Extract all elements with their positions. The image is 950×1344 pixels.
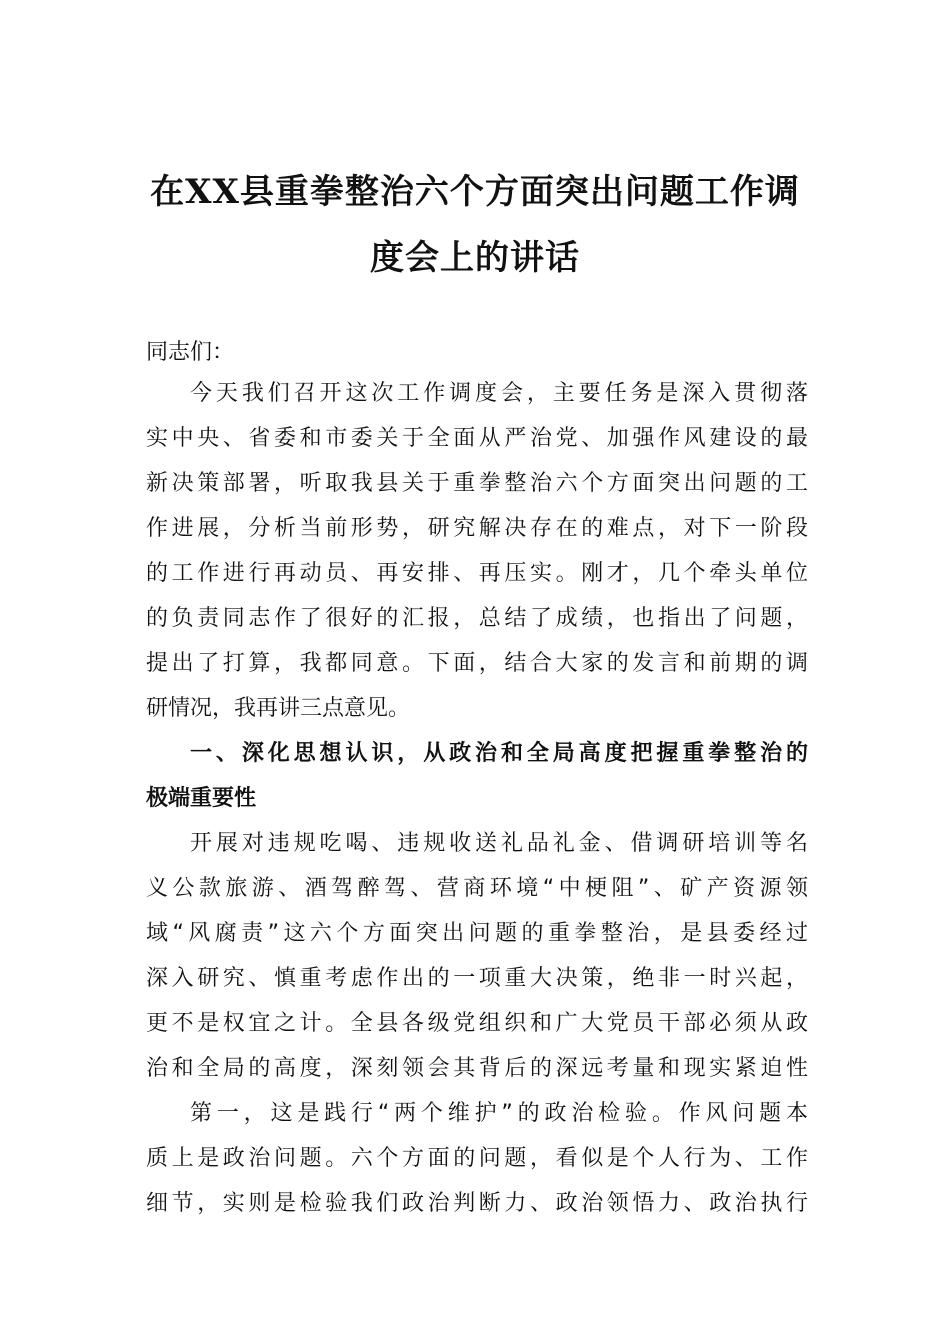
paragraph-3-line: 质上是政治问题。六个方面的问题，看似是个人行为、工作 xyxy=(146,1146,808,1171)
paragraph-1-line: 作进展，分析当前形势，研究解决存在的难点，对下一阶段 xyxy=(146,516,808,541)
paragraph-1-line: 的工作进行再动员、再安排、再压实。刚才，几个牵头单位 xyxy=(146,561,808,586)
paragraph-2-line: 治和全局的高度，深刻领会其背后的深远考量和现实紧迫性 xyxy=(146,1056,808,1081)
paragraph-1-line: 今天我们召开这次工作调度会，主要任务是深入贯彻落 xyxy=(190,381,808,406)
paragraph-2-line: 义公款旅游、酒驾醉驾、营商环境“中梗阻”、矿产资源领 xyxy=(146,876,808,901)
paragraph-1-line: 实中央、省委和市委关于全面从严治党、加强作风建设的最 xyxy=(146,426,808,451)
paragraph-1-line: 的负责同志作了很好的汇报，总结了成绩，也指出了问题， xyxy=(146,606,808,631)
paragraph-2-line: 域“风腐责”这六个方面突出问题的重拳整治，是县委经过 xyxy=(146,921,808,946)
paragraph-1-line: 提出了打算，我都同意。下面，结合大家的发言和前期的调 xyxy=(146,651,808,676)
document-title-line-2: 度会上的讲话 xyxy=(370,238,580,278)
paragraph-3-line: 第一，这是践行“两个维护”的政治检验。作风问题本 xyxy=(190,1101,808,1126)
paragraph-1-line: 新决策部署，听取我县关于重拳整治六个方面突出问题的工 xyxy=(146,471,808,496)
salutation: 同志们： xyxy=(146,340,235,365)
section-heading-1-line: 极端重要性 xyxy=(146,786,257,811)
paragraph-2-line: 开展对违规吃喝、违规收送礼品礼金、借调研培训等名 xyxy=(190,831,808,856)
paragraph-3-line: 细节，实则是检验我们政治判断力、政治领悟力、政治执行 xyxy=(146,1191,808,1216)
paragraph-2-line: 深入研究、慎重考虑作出的一项重大决策，绝非一时兴起， xyxy=(146,966,808,991)
paragraph-1-line: 研情况，我再讲三点意见。 xyxy=(146,696,411,721)
document-title-line-1: 在XX县重拳整治六个方面突出问题工作调 xyxy=(150,172,800,212)
section-heading-1-line: 一、深化思想认识，从政治和全局高度把握重拳整治的 xyxy=(190,741,808,766)
paragraph-2-line: 更不是权宜之计。全县各级党组织和广大党员干部必须从政 xyxy=(146,1011,808,1036)
